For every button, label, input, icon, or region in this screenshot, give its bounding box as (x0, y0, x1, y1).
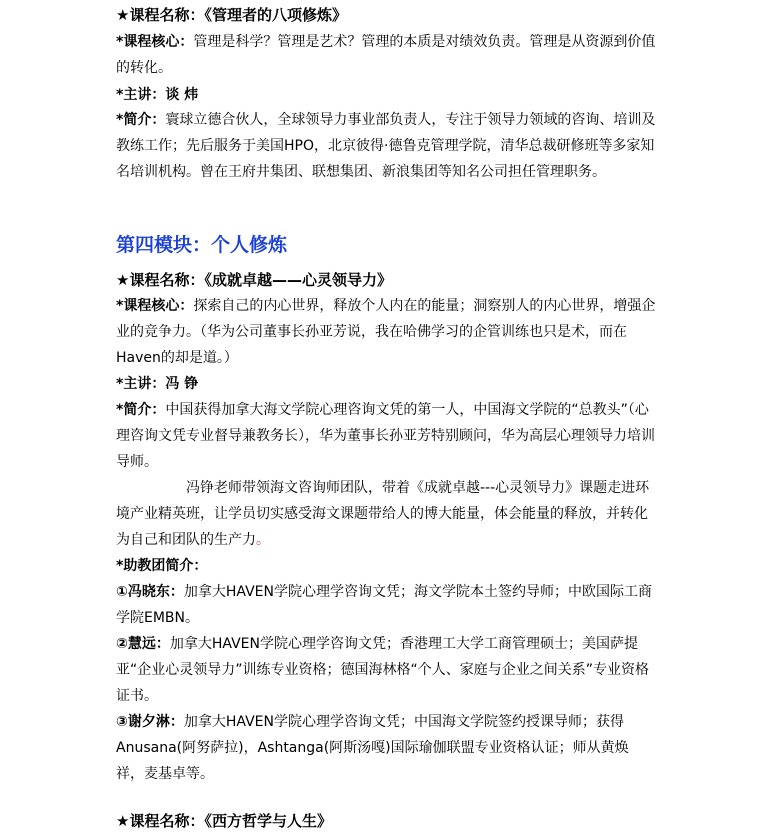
intro-2-continued (116, 475, 656, 553)
course-title: 《成就卓越——心灵领导力》 (204, 271, 392, 289)
intro-label: *简介： (116, 402, 166, 418)
module-title: 第四模块：个人修炼 (116, 234, 288, 256)
intro-text-2-end: 。 (256, 532, 270, 548)
team-member-2 (116, 631, 656, 709)
course-core-2 (116, 293, 656, 371)
lecturer-name: 冯 铮 (165, 376, 199, 392)
intro-text: 中国获得加拿大海文学院心理咨询文凭的第一人，中国海文学院的“总教头”（心理咨询文凭专业督导兼教务长），华为董事长孙亚芳特别顾问，华为高层心理领导力培训导师。 (116, 402, 655, 470)
course-label: ★课程名称： (116, 6, 205, 24)
core-label: *课程核心： (116, 298, 194, 314)
lecturer-1 (116, 82, 656, 108)
member-text: 加拿大HAVEN学院心理学咨询文凭；中国海文学院签约授课导师；获得Anusana(阿努萨拉)，Ashtanga(阿斯汤嘎)国际瑜伽联盟专业资格认证；师从黄焕祥，麦基卓等。 (116, 714, 629, 782)
member-text: 加拿大HAVEN学院心理学咨询文凭；海文学院本土签约导师；中欧国际工商学院EMBN。 (116, 584, 652, 626)
lecturer-label: *主讲： (116, 87, 166, 103)
team-member-1 (116, 579, 656, 631)
course-title-line-2 (116, 267, 392, 293)
course-title-line-3 (116, 808, 332, 834)
member-text: 加拿大HAVEN学院心理学咨询文凭；香港理工大学工商管理硕士；美国萨提亚“企业心灵领导力”训练专业资格；德国海林格“个人、家庭与企业之间关系”专业资格证书。 (116, 636, 650, 704)
intro-2 (116, 397, 656, 475)
lecturer-name: 谈 炜 (165, 87, 199, 103)
course-label: ★课程名称： (116, 271, 205, 289)
team-member-3 (116, 709, 656, 787)
intro-1 (116, 107, 656, 185)
core-text: 探索自己的内心世界，释放个人内在的能量；洞察别人的内心世界，增强企业的竞争力。（华为公司董事长孙亚芳说，我在哈佛学习的企管训练也只是术，而在Haven的却是道。） (116, 298, 656, 366)
intro-text-2: 冯铮老师带领海文咨询师团队，带着《成就卓越---心灵领导力》课题走进环境产业精英班，让学员切实感受海文课题带给人的博大能量，体会能量的释放，并转化为自己和团队的生产力 (116, 480, 650, 548)
course-title: 《管理者的八项修炼》 (204, 6, 347, 24)
member-name: ①冯晓东： (116, 584, 184, 600)
member-name: ③谢夕淋： (116, 714, 184, 730)
course-title-line-1 (116, 2, 347, 28)
member-name: ②慧远： (116, 636, 170, 652)
course-label: ★课程名称： (116, 812, 205, 830)
course-core-1 (116, 29, 656, 81)
course-title: 《西方哲学与人生》 (204, 812, 332, 830)
lecturer-2 (116, 371, 656, 397)
core-text: 管理是科学？管理是艺术？管理的本质是对绩效负责。管理是从资源到价值的转化。 (116, 34, 656, 76)
lecturer-label: *主讲： (116, 376, 166, 392)
team-label: *助教团简介： (116, 558, 208, 574)
intro-label: *简介： (116, 112, 166, 128)
intro-text: 寰球立德合伙人，全球领导力事业部负责人，专注于领导力领域的咨询、培训及教练工作；先后服务于美国HPO，北京彼得·德鲁克管理学院，清华总裁研修班等多家知名培训机构。曾在王府井集团、联想集团、新浪集团等知名公司担任管理职务。 (116, 112, 656, 180)
core-label: *课程核心： (116, 34, 194, 50)
